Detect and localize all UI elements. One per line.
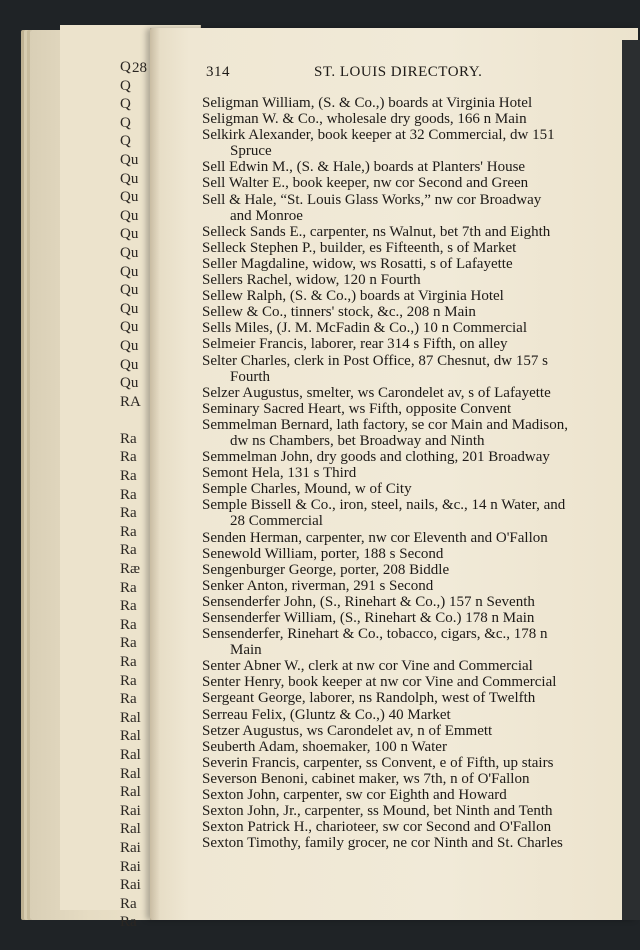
directory-entry xyxy=(202,610,602,626)
left-page-letter-column xyxy=(120,58,150,932)
page-number: 314 xyxy=(206,64,230,80)
left-page-letter: Ra xyxy=(120,914,137,931)
directory-entry xyxy=(202,658,602,674)
left-page-letter: Qu xyxy=(120,375,139,392)
page-title: ST. LOUIS DIRECTORY. xyxy=(314,64,483,80)
left-page-letter: Ra xyxy=(120,598,137,615)
entry-line: Setzer Augustus, ws Carondelet av, n of Emmett xyxy=(202,722,493,739)
left-page-letter: Qu xyxy=(120,226,139,243)
entry-line: Sellew Ralph, (S. & Co.,) boards at Virginia Hotel xyxy=(202,288,504,305)
entry-line: Sexton Patrick H., charioteer, sw cor Second and O'Fallon xyxy=(202,819,552,836)
directory-entry xyxy=(202,755,602,771)
left-page-letter: Ræ xyxy=(120,561,141,578)
left-page-letter: Qu xyxy=(120,189,139,206)
left-page-letter: Qu xyxy=(120,207,139,224)
left-page-letter: Qu xyxy=(120,319,139,336)
entry-line: Severin Francis, carpenter, ss Convent, e of Fifth, up stairs xyxy=(202,754,554,771)
directory-entry xyxy=(202,803,602,819)
entry-line: Semont Hela, 131 s Third xyxy=(202,465,357,482)
left-page-letter: Ra xyxy=(120,430,137,447)
left-page-letter: Q xyxy=(120,59,131,75)
left-page-letter: RA xyxy=(120,393,141,410)
entry-line: Sensenderfer, Rinehart & Co., tobacco, cigars, &c., 178 n xyxy=(202,626,548,643)
directory-entry xyxy=(202,626,602,658)
directory-entry xyxy=(202,771,602,787)
entry-line: Senden Herman, carpenter, nw cor Eleventh and O'Fallon xyxy=(202,529,548,546)
directory-entry xyxy=(202,385,602,401)
entry-line: Senter Abner W., clerk at nw cor Vine and Commercial xyxy=(202,658,533,675)
entry-line: Sells Miles, (J. M. McFadin & Co.,) 10 n Commercial xyxy=(202,320,527,337)
left-page-letter: Rai xyxy=(120,839,141,856)
directory-entry xyxy=(202,159,602,175)
entry-line: Sexton John, Jr., carpenter, ss Mound, bet Ninth and Tenth xyxy=(202,803,553,820)
entry-line: Semple Bissell & Co., iron, steel, nails, &c., 14 n Water, and xyxy=(202,497,566,514)
entry-line: Severson Benoni, cabinet maker, ws 7th, n of O'Fallon xyxy=(202,770,530,787)
left-page-letter: Ral xyxy=(120,746,141,763)
directory-entry xyxy=(202,240,602,256)
directory-entry xyxy=(202,111,602,127)
directory-entry xyxy=(202,465,602,481)
left-page-letter: Ral xyxy=(120,728,141,745)
entry-line: Semple Charles, Mound, w of City xyxy=(202,481,412,498)
entry-line: Sell Edwin M., (S. & Hale,) boards at Planters' House xyxy=(202,159,526,176)
entry-line: Sergeant George, laborer, ns Randolph, west of Twelfth xyxy=(202,690,536,707)
left-page-letter: Ra xyxy=(120,468,137,485)
left-page-letter: Rai xyxy=(120,877,141,894)
directory-entry xyxy=(202,320,602,336)
entry-continuation: 28 Commercial xyxy=(230,513,323,530)
directory-entry xyxy=(202,819,602,835)
entry-line: Serreau Felix, (Gluntz & Co.,) 40 Market xyxy=(202,706,451,723)
left-page-letter: Qu xyxy=(120,170,139,187)
left-page-letter: Ra xyxy=(120,523,137,540)
entry-line: Sexton John, carpenter, sw cor Eighth and Howard xyxy=(202,787,507,804)
entry-continuation: Spruce xyxy=(230,143,272,160)
directory-entry xyxy=(202,594,602,610)
directory-entry xyxy=(202,417,602,449)
directory-entry xyxy=(202,224,602,240)
entry-line: Senewold William, porter, 188 s Second xyxy=(202,545,444,562)
directory-entry xyxy=(202,353,602,385)
left-page-letter: Qu xyxy=(120,300,139,317)
entry-line: Seller Magdaline, widow, ws Rosatti, s of Lafayette xyxy=(202,255,513,272)
left-page-letter xyxy=(120,411,150,430)
entry-line: Sellers Rachel, widow, 120 n Fourth xyxy=(202,272,421,289)
entry-line: Sensenderfer John, (S., Rinehart & Co.,) 157 n Seventh xyxy=(202,593,535,610)
directory-entry xyxy=(202,449,602,465)
entry-line: Sexton Timothy, family grocer, ne cor Ninth and St. Charles xyxy=(202,835,563,852)
directory-entry xyxy=(202,175,602,191)
entry-line: Semmelman Bernard, lath factory, se cor Main and Madison, xyxy=(202,416,569,433)
page-fold-shadow xyxy=(150,28,160,920)
directory-entry xyxy=(202,578,602,594)
left-page-letter: Ra xyxy=(120,635,137,652)
left-page-letter: Qu xyxy=(120,282,139,299)
left-page-letter: Rai xyxy=(120,858,141,875)
entry-line: Seuberth Adam, shoemaker, 100 n Water xyxy=(202,738,447,755)
left-page-letter: Q xyxy=(120,133,131,150)
directory-entry xyxy=(202,707,602,723)
left-page-letter: Ra xyxy=(120,895,137,912)
directory-entry xyxy=(202,256,602,272)
entry-line: Sensenderfer William, (S., Rinehart & Co.) 178 n Main xyxy=(202,610,535,626)
entry-continuation: Main xyxy=(230,642,262,659)
left-page-letter: Qu xyxy=(120,151,139,168)
directory-entry xyxy=(202,336,602,352)
directory-entry xyxy=(202,723,602,739)
directory-entry xyxy=(202,401,602,417)
left-page-letter: Ra xyxy=(120,449,137,466)
entry-line: Sellew & Co., tinners' stock, &c., 208 n Main xyxy=(202,304,476,321)
entry-line: Senter Henry, book keeper at nw cor Vine and Commercial xyxy=(202,674,557,691)
directory-entry xyxy=(202,481,602,497)
entry-line: Selkirk Alexander, book keeper at 32 Commercial, dw 151 xyxy=(202,127,555,144)
entry-line: Seligman W. & Co., wholesale dry goods, 166 n Main xyxy=(202,111,527,128)
entry-line: Selmeier Francis, laborer, rear 314 s Fifth, on alley xyxy=(202,336,508,353)
directory-entry xyxy=(202,192,602,224)
directory-entries xyxy=(202,95,602,851)
left-page-letter: Rai xyxy=(120,802,141,819)
left-page-letter: Ra xyxy=(120,616,137,633)
directory-entry xyxy=(202,304,602,320)
directory-entry xyxy=(202,530,602,546)
left-page-letter: Q xyxy=(120,114,131,131)
left-page-letter: Qu xyxy=(120,263,139,280)
directory-entry xyxy=(202,546,602,562)
left-page-number: 28 xyxy=(132,60,147,76)
entry-line: Selleck Sands E., carpenter, ns Walnut, bet 7th and Eighth xyxy=(202,223,551,240)
entry-line: Selleck Stephen P., builder, es Fifteenth, s of Market xyxy=(202,239,517,256)
directory-page xyxy=(150,28,638,920)
entry-line: Senker Anton, riverman, 291 s Second xyxy=(202,577,434,594)
entry-line: Sell Walter E., book keeper, nw cor Second and Green xyxy=(202,175,529,192)
left-page-letter: Ra xyxy=(120,672,137,689)
left-page-letter: Qu xyxy=(120,244,139,261)
directory-entry xyxy=(202,497,602,529)
left-page-letter: Qu xyxy=(120,337,139,354)
entry-line: Selzer Augustus, smelter, ws Carondelet av, s of Lafayette xyxy=(202,384,551,401)
directory-entry xyxy=(202,562,602,578)
left-page-letter: Ral xyxy=(120,821,141,838)
entry-line: Semmelman John, dry goods and clothing, 201 Broadway xyxy=(202,449,550,466)
right-edge-shadow xyxy=(622,40,640,920)
left-page-letter: Q xyxy=(120,96,131,113)
directory-entry xyxy=(202,127,602,159)
left-page-letter: Qu xyxy=(120,356,139,373)
entry-line: Selter Charles, clerk in Post Office, 87 Chesnut, dw 157 s xyxy=(202,352,548,369)
entry-continuation: and Monroe xyxy=(230,207,303,224)
directory-entry xyxy=(202,288,602,304)
entry-continuation: dw ns Chambers, bet Broadway and Ninth xyxy=(230,432,485,449)
left-page-letter: Ra xyxy=(120,579,137,596)
directory-entry xyxy=(202,739,602,755)
entry-line: Seminary Sacred Heart, ws Fifth, opposite Convent xyxy=(202,400,512,417)
entry-continuation: Fourth xyxy=(230,368,271,385)
left-page-letter: Ra xyxy=(120,542,137,559)
left-page-letter: Ra xyxy=(120,691,137,708)
left-page-letter: Ra xyxy=(120,505,137,522)
entry-line: Sell & Hale, “St. Louis Glass Works,” nw cor Broadway xyxy=(202,191,542,208)
left-page-letter: Q xyxy=(120,77,131,94)
left-page-letter: Ra xyxy=(120,486,137,503)
directory-entry xyxy=(202,674,602,690)
entry-line: Seligman William, (S. & Co.,) boards at Virginia Hotel xyxy=(202,95,533,111)
left-page-letter: Ral xyxy=(120,784,141,801)
directory-entry xyxy=(202,787,602,803)
left-page-letter: Ral xyxy=(120,765,141,782)
directory-entry xyxy=(202,835,602,851)
directory-entry xyxy=(202,95,602,111)
left-page-letter: Ra xyxy=(120,654,137,670)
directory-entry xyxy=(202,690,602,706)
directory-entry xyxy=(202,272,602,288)
entry-line: Sengenburger George, porter, 208 Biddle xyxy=(202,561,450,578)
left-page-letter: Ral xyxy=(120,709,141,726)
